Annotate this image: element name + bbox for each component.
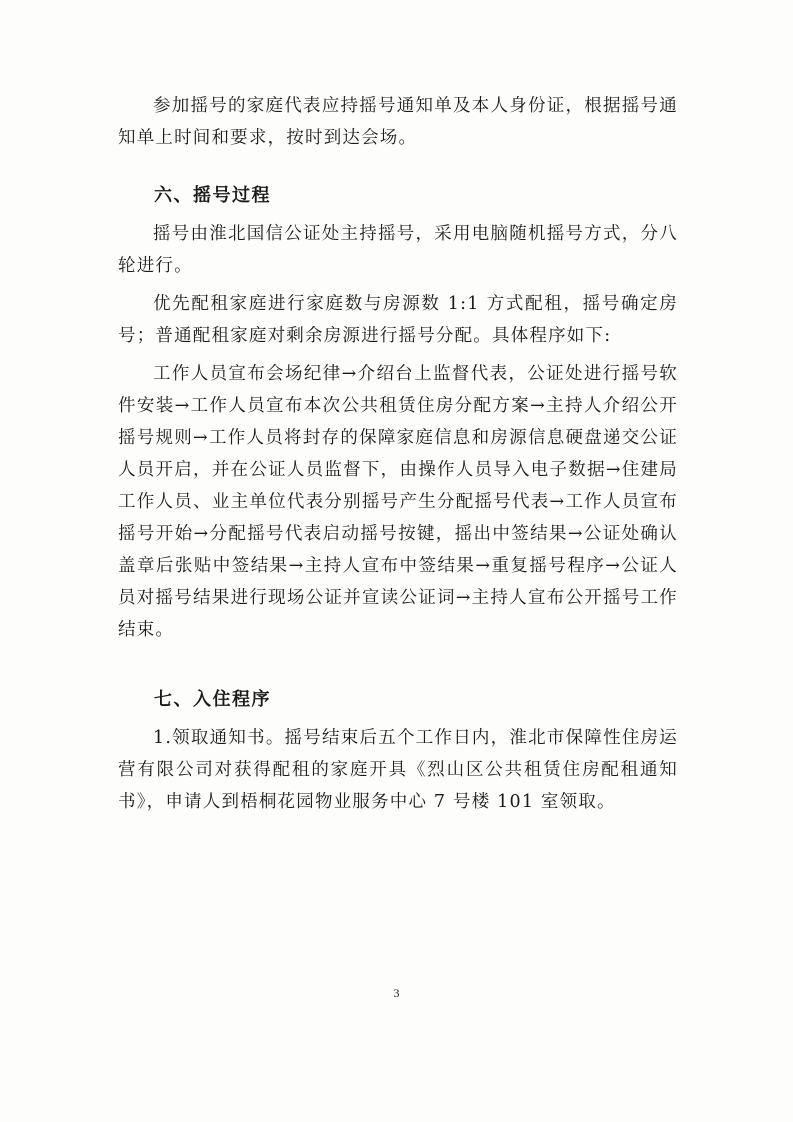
paragraph-lottery-host: 摇号由淮北国信公证处主持摇号，采用电脑随机摇号方式，分八轮进行。 [118, 224, 678, 276]
paragraph-attendance: 参加摇号的家庭代表应持摇号通知单及本人身份证，根据摇号通知单上时间和要求，按时到达会场。 [118, 96, 678, 148]
paragraph-procedure-steps: 工作人员宣布会场纪律→介绍台上监督代表，公证处进行摇号软件安装→工作人员宣布本次公共租赁住房分配方案→主持人介绍公开摇号规则→工作人员将封存的保障家庭信息和房源信息硬盘递交公证人员开启，并在公证人员监督下，由操作人员导入电子数据→住建局工作人员、业主单位代表分别摇号产生分配摇号代表→工作人员宣布摇号开始→分配摇号代表启动摇号按键，摇出中签结果→公证处确认盖章后张贴中签结果→主持人宣布中签结果→重复摇号程序→公证人员对摇号结果进行现场公证并宣读公证词→主持人宣布公开摇号工作结束。 [118, 364, 678, 640]
section-heading-lottery-process: 六、摇号过程 [154, 185, 271, 206]
paragraph-priority-allocation: 优先配租家庭进行家庭数与房源数 1:1 方式配租，摇号确定房号；普通配租家庭对剩余房源进行摇号分配。具体程序如下: [118, 294, 678, 346]
paragraph-notice-collection: 1.领取通知书。摇号结束后五个工作日内，淮北市保障性住房运营有限公司对获得配租的家庭开具《烈山区公共租赁住房配租通知书》，申请人到梧桐花园物业服务中心 7 号楼 101 室领取。 [118, 728, 678, 812]
section-heading-move-in-procedure: 七、入住程序 [154, 689, 271, 710]
document-body [118, 90, 678, 818]
page-number: 3 [393, 986, 400, 1000]
